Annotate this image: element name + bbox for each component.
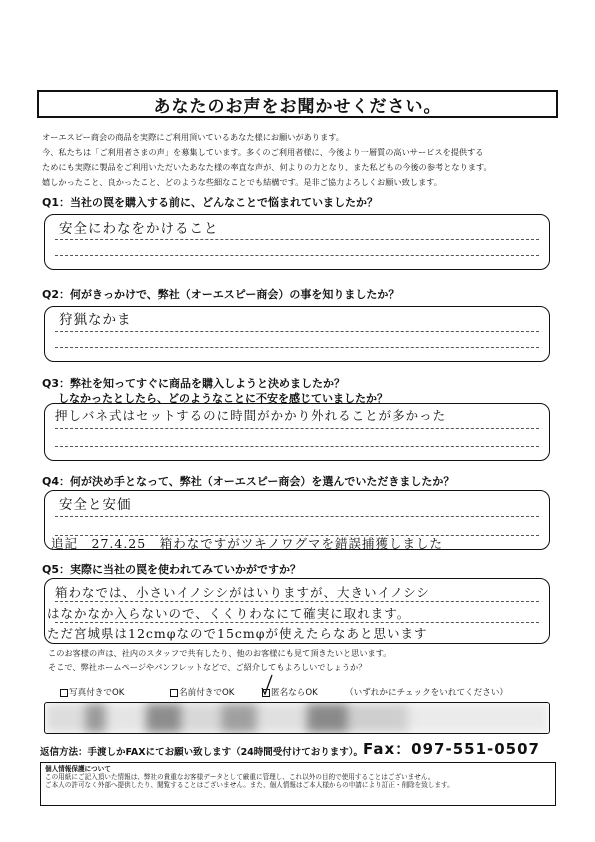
question-2-label: Q2：何がきっかけで、弊社（オーエスピー商会）の事を知りましたか？ [42,288,400,301]
question-1-label: Q1：当社の罠を購入する前に、どんなことで悩まれていましたか？ [42,196,379,209]
checkbox-checked[interactable] [262,689,270,697]
privacy-notice [40,762,556,806]
answer-box-q1[interactable] [44,214,550,270]
answer-text: 安全と安価 [59,497,132,513]
answer-box-q5[interactable] [44,578,550,644]
answer-text: はなかなか入らないので、くくりわなにて確実に取れます。 [47,606,411,621]
answer-box-q3[interactable] [44,403,550,461]
answer-text: 追記 27.4.25 箱わなですがツキノワグマを錯誤捕獲しました [51,536,443,551]
question-3-sublabel: しなかったとしたら、どのようなことに不安を感じていましたか？ [58,392,388,405]
checkbox[interactable] [170,689,178,697]
consent-label: 名前付きでOK [179,688,235,698]
intro-line: ためにも実際に製品をご利用いただいたあなた様の率直な声が、何よりの力となり、また私どもの今後の参考となります。 [42,162,492,172]
privacy-title: 個人情報保護について [45,765,111,773]
share-note: このお客様の声は、社内のスタッフで共有したり、他のお客様にも見て頂きたいと思います。 [48,648,392,658]
question-5-label: Q5：実際に当社の罠を使われてみていかがですか？ [42,563,302,576]
consent-option-name[interactable] [170,686,234,698]
privacy-line: この用紙にご記入頂いた情報は、弊社の貴重なお客様データとして厳重に管理し、これ以外の目的で使用することはございません。 [45,773,435,781]
share-note: そこで、弊社ホームページやパンフレットなどで、ご紹介してもよろしいでしょうか？ [48,662,367,672]
consent-label: 写真付きでOK [69,688,125,698]
question-3-label: Q3：弊社を知ってすぐに商品を購入しようと決めましたか？ [42,377,346,390]
answer-text: 狩猟なかま [59,312,132,328]
answer-box-q2[interactable] [44,306,550,362]
intro-line: 嬉しかったこと、良かったこと、どのような些細なことでも結構です。是非ご協力よろしくお願い致します。 [42,177,442,187]
return-method: 返信方法：手渡しかFAXにてお願い致します（24時間受付けております）。 [40,747,364,758]
answer-box-q4[interactable] [44,490,550,550]
fax-number: Fax：097-551-0507 [363,740,540,758]
redacted-name-field [44,702,550,734]
answer-text: 安全にわなをかけること [59,221,219,237]
consent-option-photo[interactable] [60,686,124,698]
intro-line: 今、私たちは「ご利用者さまの声」を募集しています。多くのご利用者様に、今後より一層質の高いサービスを提供する [42,147,484,157]
answer-text: 箱わなでは、小さいイノシシがはいりますが、大きいイノシシ [55,585,430,600]
question-4-label: Q4：何が決め手となって、弊社（オーエスピー商会）を選んでいただきましたか？ [42,475,455,488]
consent-hint: （いずれかにチェックをいれてください） [345,688,509,698]
consent-option-anonymous[interactable] [262,686,318,698]
privacy-line: ご本人の許可なく外部へ提供したり、閲覧することはございません。また、個人情報はご本人様からの申請により訂正・削除を致します。 [45,781,454,789]
checkbox[interactable] [60,689,68,697]
intro-line: オーエスピー商会の商品を実際にご利用頂いているあなた様にお願いがあります。 [42,132,344,142]
consent-label: 匿名ならOK [271,688,318,698]
answer-text: 押しバネ式はセットするのに時間がかかり外れることが多かった [55,408,447,423]
page-title: あなたのお声をお聞かせください。 [37,90,558,118]
check-mark-icon [260,674,274,696]
answer-text: ただ宮城県は12cmφなので15cmφが使えたらなあと思います [47,626,428,641]
